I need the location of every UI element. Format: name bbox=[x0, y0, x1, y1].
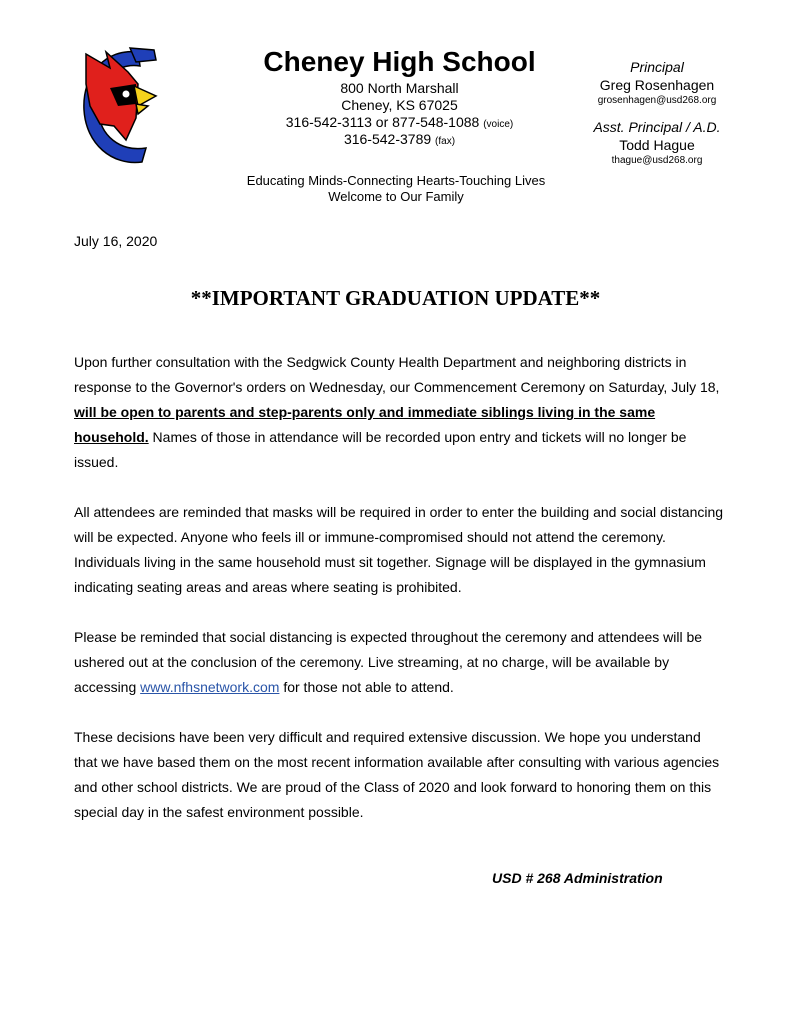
school-address: 800 North Marshall bbox=[340, 80, 459, 96]
phone-main: 316-542-3113 or 877-548-1088 bbox=[285, 114, 480, 130]
school-name: Cheney High School bbox=[263, 46, 536, 77]
p1-text-end: Names of those in attendance will be recorded upon entry and tickets will no longer be issued. bbox=[74, 429, 687, 470]
school-city: Cheney, KS 67025 bbox=[341, 97, 458, 113]
principal-title: Principal bbox=[630, 59, 684, 75]
paragraph-2: All attendees are reminded that masks will be required in order to enter the building and social distancing will be expected. Anyone who feels ill or immune-compromised should not attend the ceremony. Individuals living in the same household must sit together. Signage will be displayed in the gymnasium indicating seating areas and areas where seating is prohibited. bbox=[74, 504, 724, 595]
asst-principal-title: Asst. Principal / A.D. bbox=[593, 119, 721, 135]
principal-email: grosenhagen@usd268.org bbox=[597, 95, 717, 106]
welcome-line: Welcome to Our Family bbox=[328, 189, 464, 204]
phone-main-note: (voice) bbox=[483, 119, 514, 130]
asst-principal-name: Todd Hague bbox=[619, 137, 695, 153]
paragraph-3 bbox=[74, 625, 724, 700]
staff-contacts bbox=[572, 58, 742, 168]
p3-text-end: for those not able to attend. bbox=[279, 679, 454, 695]
motto-line: Educating Minds-Connecting Hearts-Touching Lives bbox=[246, 173, 546, 188]
letter-body bbox=[74, 350, 724, 850]
school-motto bbox=[196, 173, 596, 205]
letter-date: July 16, 2020 bbox=[74, 233, 158, 249]
paragraph-1 bbox=[74, 350, 724, 475]
phone-fax: 316-542-3789 bbox=[343, 131, 432, 147]
paragraph-4: These decisions have been very difficult and required extensive discussion. We hope you understand that we have based them on the most recent information available after consulting with various agencies and other school districts. We are proud of the Class of 2020 and look forward to honoring them on this special day in the safest environment possible. bbox=[74, 729, 720, 820]
letter-title: **IMPORTANT GRADUATION UPDATE** bbox=[190, 286, 601, 310]
signature: USD # 268 Administration bbox=[492, 870, 663, 886]
p1-text: Upon further consultation with the Sedgwick County Health Department and neighboring districts in response to the Governor's orders on Wednesday, our Commencement Ceremony on Saturday, July 18, bbox=[74, 354, 720, 395]
principal-name: Greg Rosenhagen bbox=[599, 77, 715, 93]
p3-text: Please be reminded that social distancing is expected throughout the ceremony and attendees will be ushered out at the conclusion of the ceremony. Live streaming, at no charge, will be available by accessing bbox=[74, 629, 703, 695]
phone-fax-note: (fax) bbox=[435, 136, 456, 147]
asst-principal-email: thague@usd268.org bbox=[611, 155, 703, 166]
cardinal-logo-icon bbox=[76, 44, 160, 170]
nfhs-network-link[interactable]: www.nfhsnetwork.com bbox=[140, 679, 280, 695]
school-fax bbox=[232, 131, 567, 150]
p1-emphasis: will be open to parents and step-parents only and immediate siblings living in the same household. bbox=[74, 404, 656, 445]
